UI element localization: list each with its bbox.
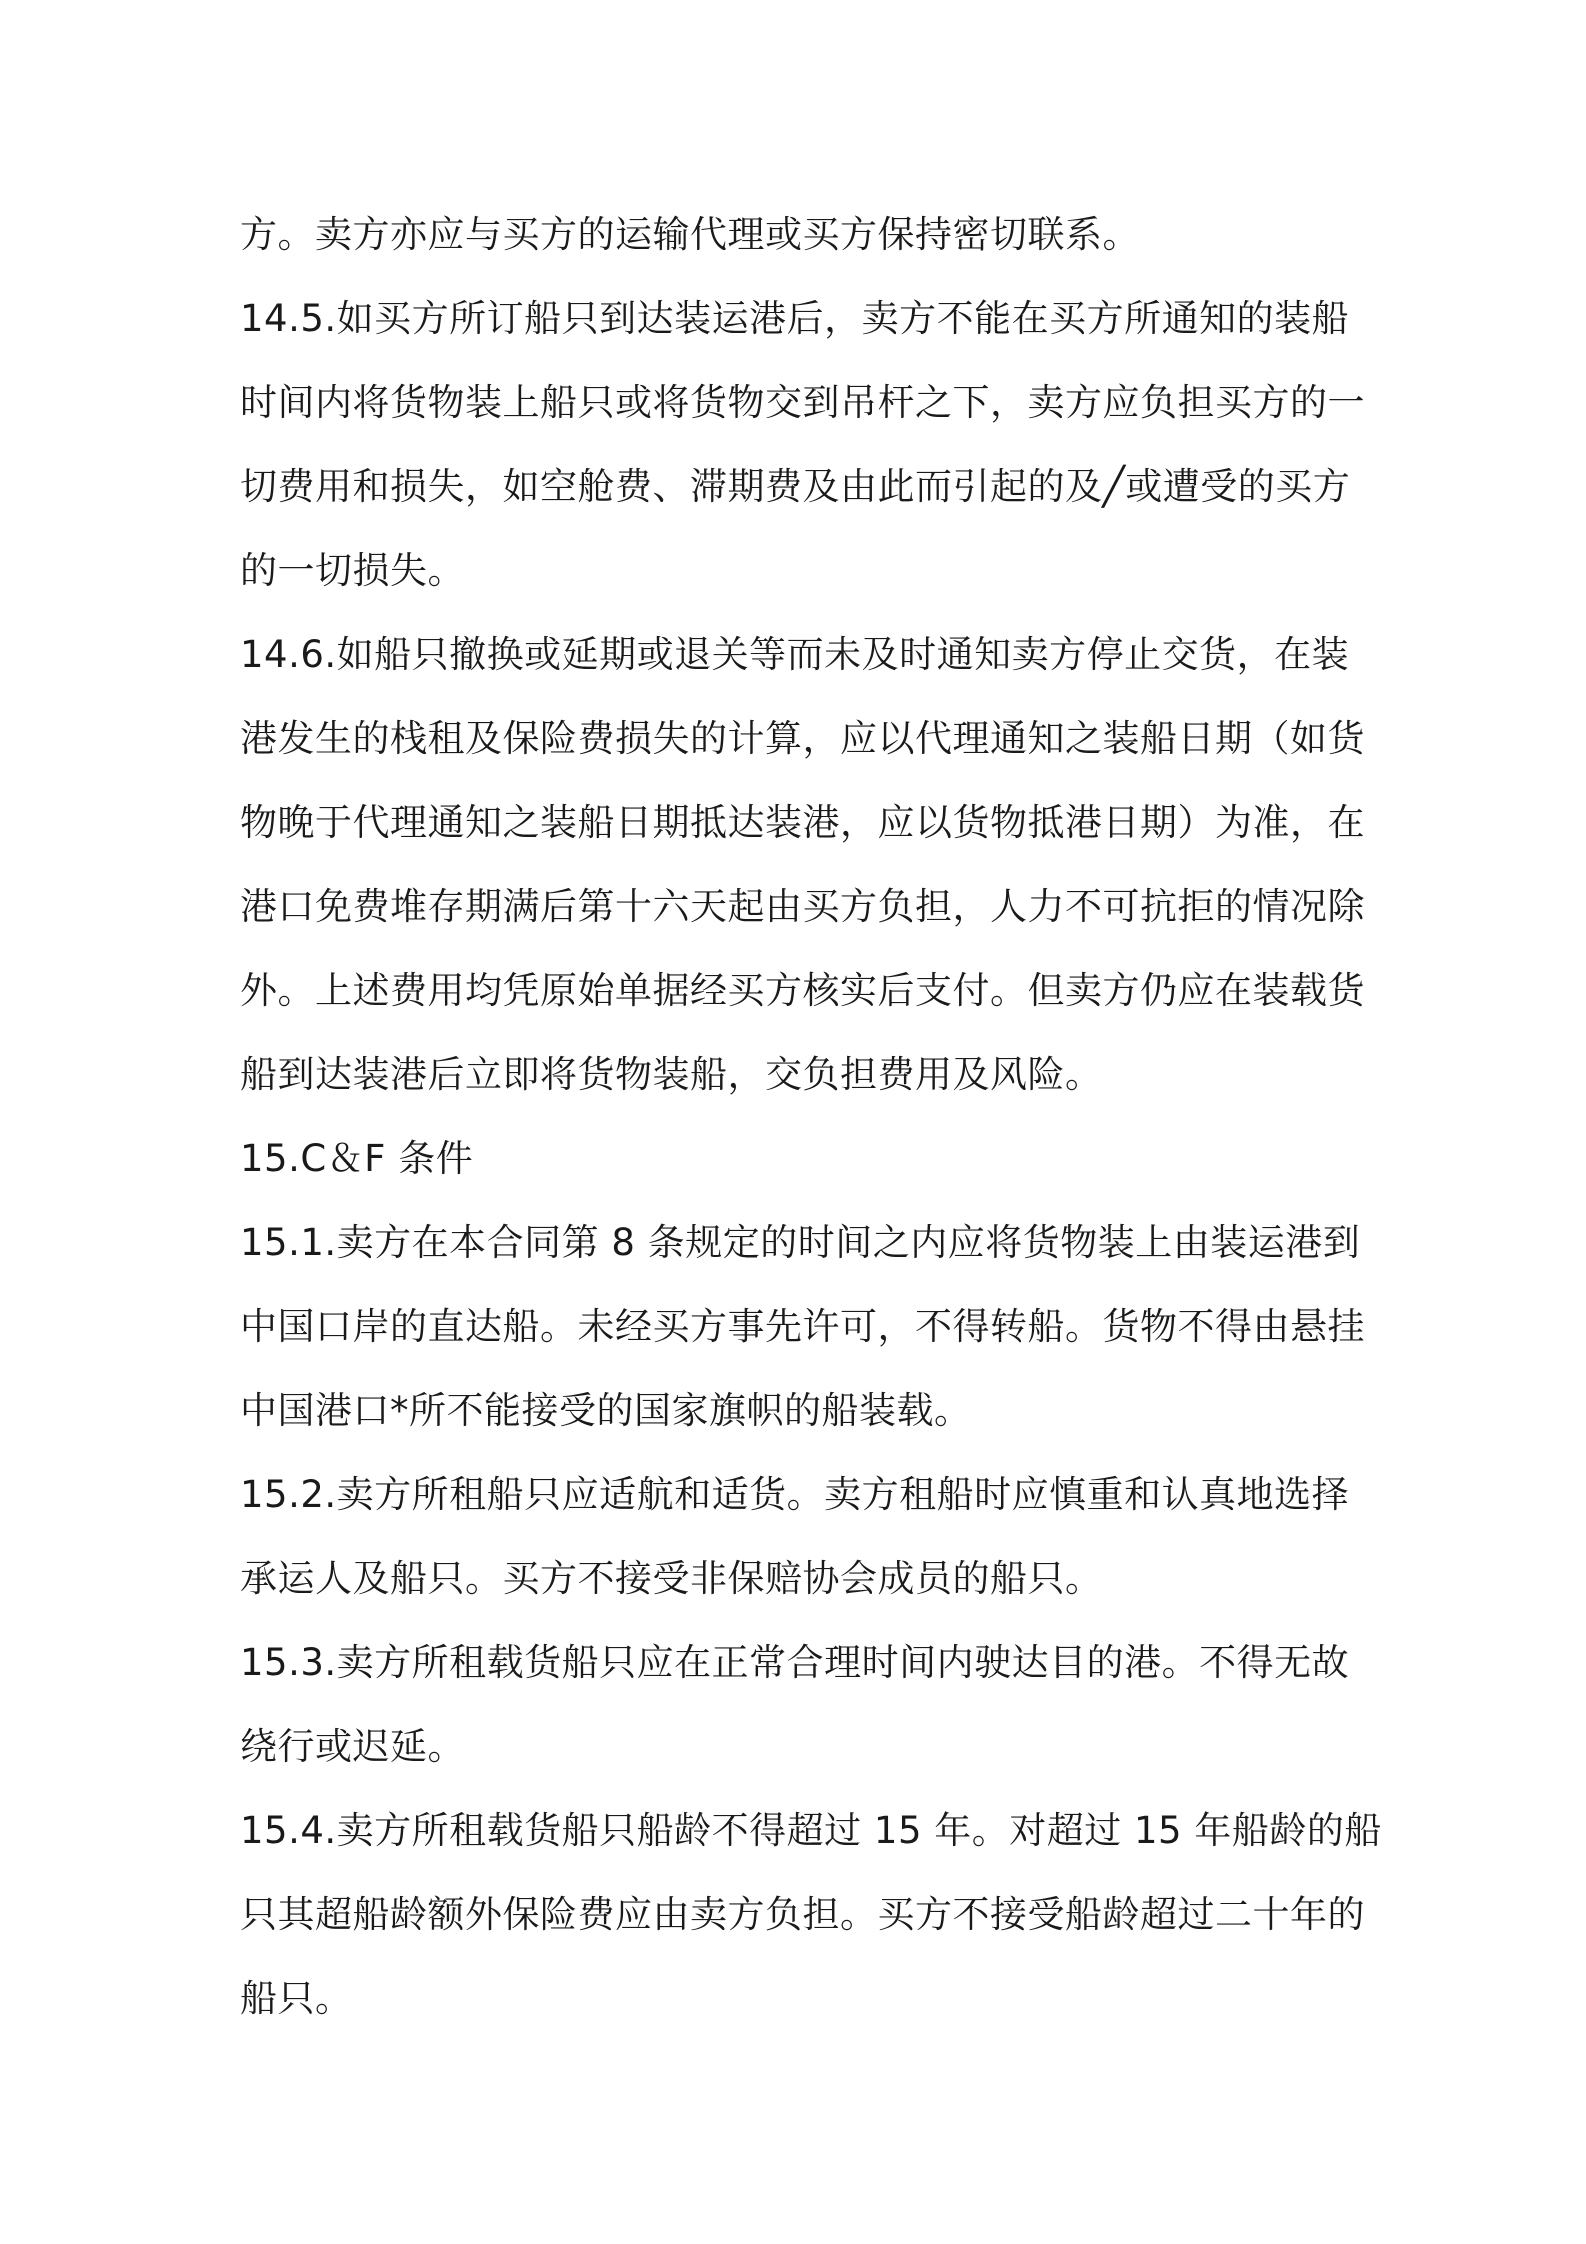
text-line: 只其超船龄额外保险费应由卖方负担。买方不接受船龄超过二十年的: [240, 1893, 1365, 1936]
text-line: 切费用和损失，如空舱费、滞期费及由此而引起的及╱或遭受的买方: [240, 465, 1351, 508]
text-line: 时间内将货物装上船只或将货物交到吊杆之下，卖方应负担买方的一: [240, 381, 1365, 424]
text-line: 船只。: [240, 1977, 353, 2020]
section-heading: 15.C＆F 条件: [240, 1137, 474, 1180]
document-body: [240, 193, 1382, 2041]
text-line: 外。上述费用均凭原始单据经买方核实后支付。但卖方仍应在装载货: [240, 969, 1365, 1012]
text-line: 物晚于代理通知之装船日期抵达装港，应以货物抵港日期）为准，在: [240, 801, 1365, 844]
text-line: 15.3.卖方所租载货船只应在正常合理时间内驶达目的港。不得无故: [240, 1641, 1350, 1684]
text-line: 15.1.卖方在本合同第 8 条规定的时间之内应将货物装上由装运港到: [240, 1221, 1361, 1264]
text-line: 中国港口*所不能接受的国家旗帜的船装载。: [240, 1389, 972, 1432]
text-line: 15.2.卖方所租船只应适航和适货。卖方租船时应慎重和认真地选择: [240, 1473, 1350, 1516]
text-line: 港口免费堆存期满后第十六天起由买方负担，人力不可抗拒的情况除: [240, 885, 1365, 928]
text-line: 的一切损失。: [240, 549, 465, 592]
text-line: 方。卖方亦应与买方的运输代理或买方保持密切联系。: [240, 213, 1140, 256]
text-line: 15.4.卖方所租载货船只船龄不得超过 15 年。对超过 15 年船龄的船: [240, 1809, 1382, 1852]
text-line: 14.5.如买方所订船只到达装运港后，卖方不能在买方所通知的装船: [240, 297, 1350, 340]
text-line: 承运人及船只。买方不接受非保赔协会成员的船只。: [240, 1557, 1103, 1600]
text-line: 港发生的栈租及保险费损失的计算，应以代理通知之装船日期（如货: [240, 717, 1365, 760]
text-line: 船到达装港后立即将货物装船，交负担费用及风险。: [240, 1053, 1103, 1096]
text-line: 绕行或迟延。: [240, 1725, 465, 1768]
text-line: 中国口岸的直达船。未经买方事先许可，不得转船。货物不得由悬挂: [240, 1305, 1365, 1348]
text-line: 14.6.如船只撤换或延期或退关等而未及时通知卖方停止交货，在装: [240, 633, 1350, 676]
